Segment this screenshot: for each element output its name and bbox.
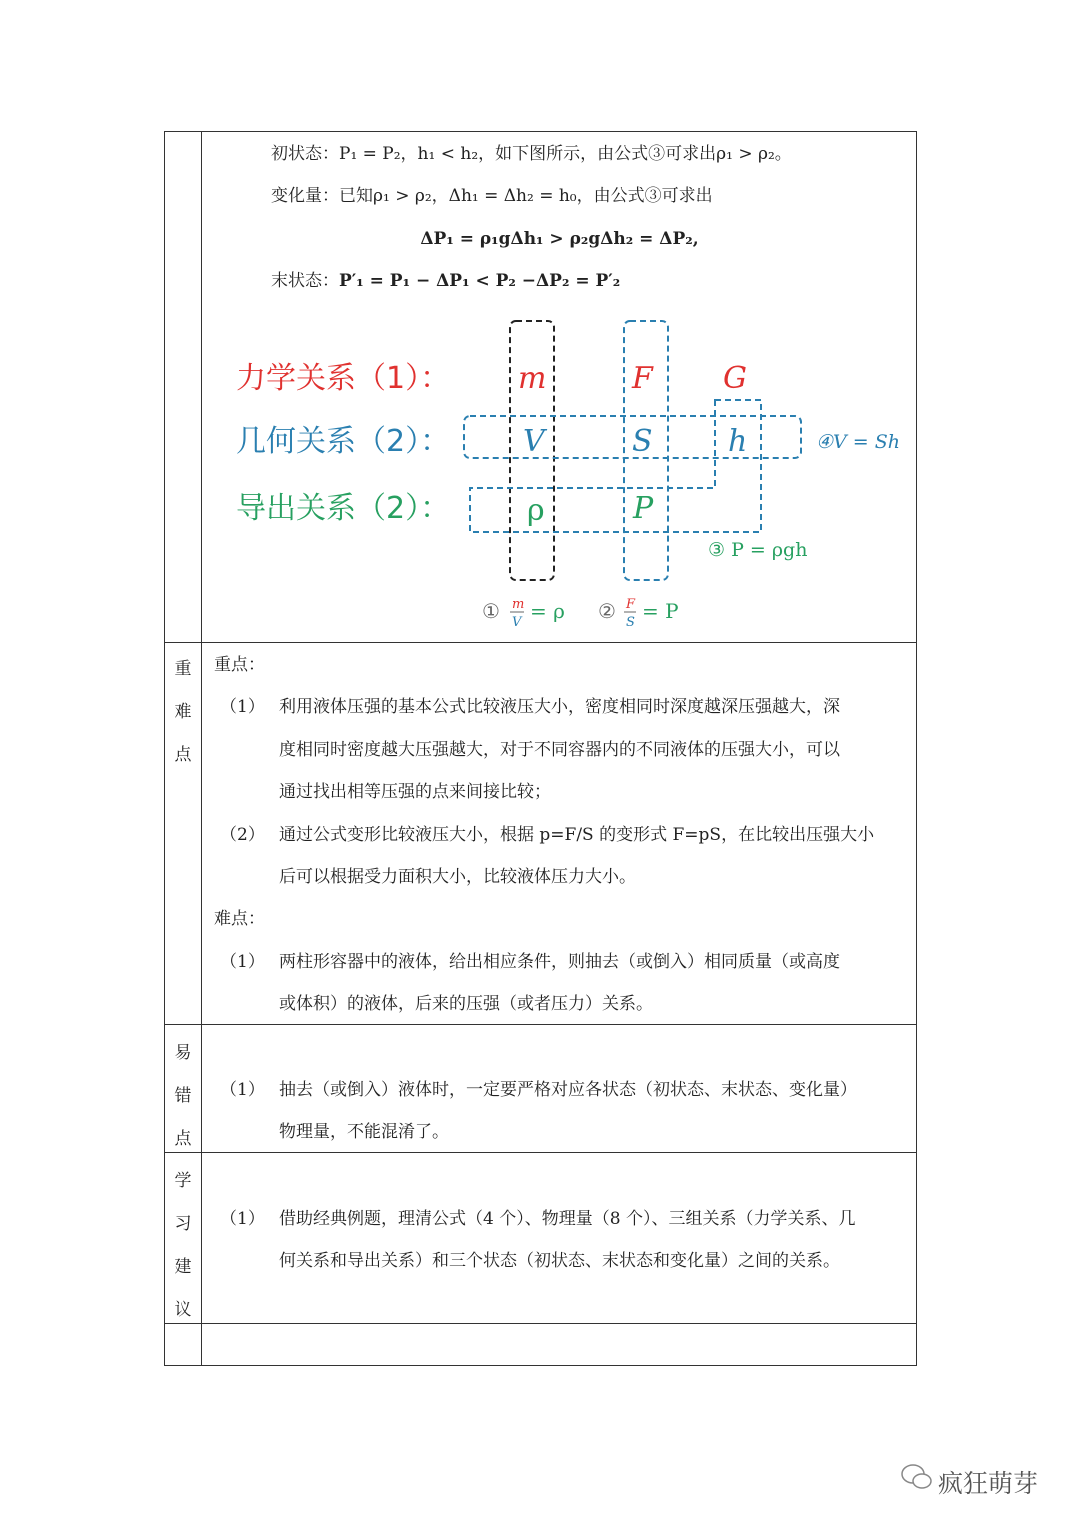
hard-item1-line2: 或体积）的液体，后来的压强（或者压力）关系。 (279, 994, 653, 1014)
final-formula: P′₁ = P₁ − ΔP₁ < P₂ −ΔP₂ = P′₂ (339, 271, 621, 291)
formula-4: ④V = Sh (816, 431, 901, 453)
formula-3: ③ P = ρgh (708, 539, 808, 561)
relationship-diagram (220, 310, 920, 630)
row-divider-2 (165, 1024, 916, 1025)
key-item1-line3: 通过找出相等压强的点来间接比较； (279, 782, 551, 802)
hard-heading: 难点： (214, 909, 265, 929)
formula-2-number: ② (598, 599, 616, 623)
symbol-h: h (728, 424, 748, 459)
side-char: 错 (174, 1086, 192, 1106)
mechanics-label: 力学关系（1）： (236, 361, 451, 396)
hard-item1-num: （1） (220, 952, 265, 972)
key-item2-line1: 通过公式变形比较液压大小，根据 p=F/S 的变形式 F=pS，在比较出压强大小 (279, 825, 875, 845)
mistakes-side-label (165, 1038, 201, 1149)
initial-text: P₁ = P₂，h₁ < h₂，如下图所示，由公式③可求出ρ₁ > ρ₂。 (339, 144, 792, 164)
geometry-label: 几何关系（2）： (236, 424, 451, 459)
change-formula: ΔP₁ = ρ₁gΔh₁ > ρ₂gΔh₂ = ΔP₂, (420, 229, 699, 249)
symbol-m: m (518, 361, 547, 396)
formula-1-denominator: V (512, 615, 522, 630)
change-label: 变化量： (271, 186, 339, 206)
derived-label: 导出关系（2）： (236, 491, 451, 526)
row-divider-4 (165, 1323, 916, 1324)
symbol-F: F (632, 361, 653, 396)
side-char: 点 (174, 745, 192, 765)
derived-row-box (470, 400, 761, 532)
key-item1-line1: 利用液体压强的基本公式比较液压大小，密度相同时深度越深压强越大，深 (279, 697, 840, 717)
key-item2-num: （2） (220, 825, 265, 845)
side-char: 重 (174, 659, 192, 679)
formula-2-numerator: F (626, 597, 636, 612)
change-text: 已知ρ₁ > ρ₂，Δh₁ = Δh₂ = h₀，由公式③可求出 (339, 186, 713, 206)
formula-1-numerator: m (512, 597, 525, 612)
suggestion-item1-line1: 借助经典例题，理清公式（4 个）、物理量（8 个）、三组关系（力学关系、几 (279, 1209, 856, 1229)
formula-2 (598, 597, 679, 630)
row-divider-1 (165, 642, 916, 643)
symbol-S: S (632, 424, 653, 459)
change-state-line (271, 186, 713, 206)
table-column-divider (201, 132, 202, 1365)
hard-item1-line1: 两柱形容器中的液体，给出相应条件，则抽去（或倒入）相同质量（或高度 (279, 952, 840, 972)
watermark-text: 疯狂萌芽 (938, 1469, 1039, 1498)
symbol-rho: ρ (527, 493, 545, 528)
symbol-V: V (523, 424, 545, 459)
formula-1-result: = ρ (530, 599, 565, 623)
side-char: 学 (174, 1171, 192, 1191)
symbol-P: P (633, 491, 654, 526)
formula-1-number: ① (482, 599, 500, 623)
key-item2-line2: 后可以根据受力面积大小，比较液体压力大小。 (279, 867, 636, 887)
formula-1 (482, 597, 565, 630)
mistake-item1-line1: 抽去（或倒入）液体时，一定要严格对应各状态（初状态、末状态、变化量） (279, 1080, 857, 1100)
initial-label: 初状态： (271, 144, 339, 164)
key-item1-num: （1） (220, 697, 265, 717)
suggestion-item1-line2: 何关系和导出关系）和三个状态（初状态、末状态和变化量）之间的关系。 (279, 1251, 840, 1271)
key-points-side-label (165, 654, 201, 765)
row-divider-3 (165, 1152, 916, 1153)
side-char: 难 (174, 702, 192, 722)
side-char: 点 (174, 1129, 192, 1149)
wechat-icon (900, 1462, 934, 1492)
mistake-item1-num: （1） (220, 1080, 265, 1100)
suggestions-side-label (165, 1166, 201, 1320)
suggestion-item1-num: （1） (220, 1209, 265, 1229)
final-label: 末状态： (271, 271, 339, 291)
side-char: 建 (174, 1257, 192, 1277)
initial-state-line (271, 144, 792, 164)
side-char: 习 (174, 1214, 192, 1234)
side-char: 易 (174, 1043, 192, 1063)
symbol-G: G (723, 361, 747, 396)
mistake-item1-line2: 物理量，不能混淆了。 (279, 1122, 449, 1142)
key-item1-line2: 度相同时密度越大压强越大，对于不同容器内的不同液体的压强大小，可以 (279, 740, 840, 760)
formula-2-result: = P (642, 599, 679, 623)
key-heading: 重点： (214, 655, 265, 675)
formula-2-denominator: S (626, 615, 635, 630)
final-state-line (271, 271, 620, 291)
side-char: 议 (174, 1300, 192, 1320)
watermark (900, 1458, 1050, 1498)
